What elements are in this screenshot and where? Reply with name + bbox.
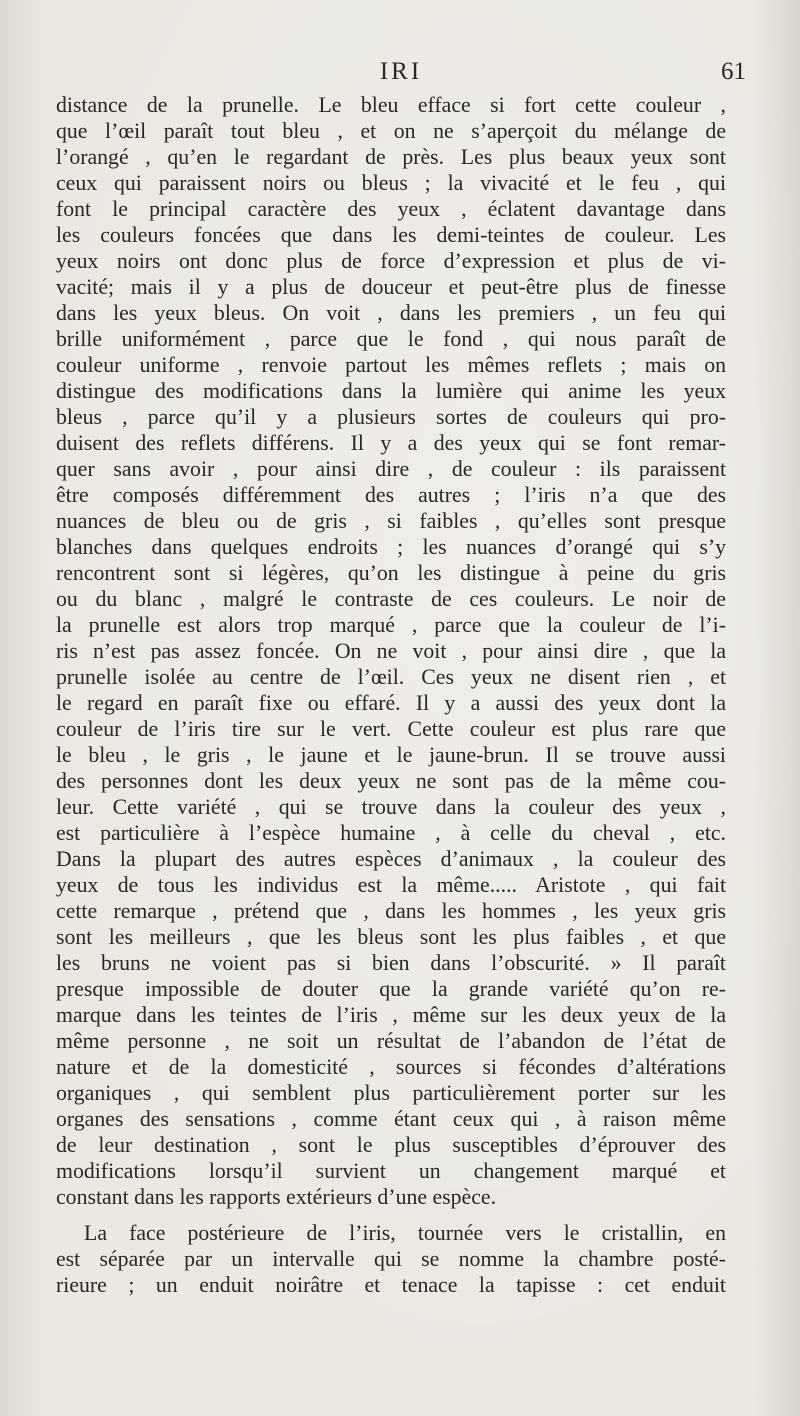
running-head: IRI [379,58,423,85]
text-line: même personne , ne soit un résultat de l’abandon de l’état de [56,1029,726,1053]
text-line: ris n’est pas assez foncée. On ne voit , pour ainsi dire , que la [56,639,726,663]
text-line: nuances de bleu ou de gris , si faibles , qu’elles sont presque [56,509,726,533]
text-line: yeux de tous les individus est la même..... Aristote , qui fait [56,873,726,897]
text-line: les bruns ne voient pas si bien dans l’obscurité. » Il paraît [56,951,726,975]
text-line: yeux noirs ont donc plus de force d’expression et plus de vi- [56,249,726,273]
page-number: 61 [721,58,746,85]
text-line: rieure ; un enduit noirâtre et tenace la tapisse : cet enduit [56,1273,726,1297]
text-line: le regard en paraît fixe ou effaré. Il y a aussi des yeux dont la [56,691,726,715]
text-line: bleus , parce qu’il y a plusieurs sortes de couleurs qui pro- [56,405,726,429]
text-line: quer sans avoir , pour ainsi dire , de couleur : ils paraissent [56,457,726,481]
text-line: organiques , qui semblent plus particulièrement porter sur les [56,1081,726,1105]
text-line: nature et de la domesticité , sources si fécondes d’altérations [56,1055,726,1079]
text-line: les couleurs foncées que dans les demi-teintes de couleur. Les [56,223,726,247]
text-line: Dans la plupart des autres espèces d’animaux , la couleur des [56,847,726,871]
text-line: de leur destination , sont le plus susceptibles d’éprouver des [56,1133,726,1157]
text-line: organes des sensations , comme étant ceux qui , à raison même [56,1107,726,1131]
text-line: la prunelle est alors trop marqué , parce que la couleur de l’i- [56,613,726,637]
text-line: que l’œil paraît tout bleu , et on ne s’aperçoit du mélange de [56,119,726,143]
text-line: l’orangé , qu’en le regardant de près. Les plus beaux yeux sont [56,145,726,169]
text-line: prunelle isolée au centre de l’œil. Ces yeux ne disent rien , et [56,665,726,689]
text-line: dans les yeux bleus. On voit , dans les premiers , un feu qui [56,301,726,325]
paragraph-gap [56,1210,726,1220]
text-line: presque impossible de douter que la grande variété qu’on re- [56,977,726,1001]
page-header [56,58,746,92]
text-line: est séparée par un intervalle qui se nomme la chambre posté- [56,1247,726,1271]
text-line: le bleu , le gris , le jaune et le jaune-brun. Il se trouve aussi [56,743,726,767]
text-line: cette remarque , prétend que , dans les hommes , les yeux gris [56,899,726,923]
text-line: ou du blanc , malgré le contraste de ces couleurs. Le noir de [56,587,726,611]
text-line: leur. Cette variété , qui se trouve dans la couleur des yeux , [56,795,726,819]
text-line: font le principal caractère des yeux , éclatent davantage dans [56,197,726,221]
text-line: est particulière à l’espèce humaine , à celle du cheval , etc. [56,821,726,845]
text-line: des personnes dont les deux yeux ne sont pas de la même cou- [56,769,726,793]
text-line: vacité; mais il y a plus de douceur et peut-être plus de finesse [56,275,726,299]
text-line: constant dans les rapports extérieurs d’une espèce. [56,1185,497,1209]
paragraph-2 [56,1220,726,1298]
text-line: brille uniformément , parce que le fond , qui nous paraît de [56,327,726,351]
text-line: couleur de l’iris tire sur le vert. Cette couleur est plus rare que [56,717,726,741]
text-line: rencontrent sont si légères, qu’on les distingue à peine du gris [56,561,726,585]
text-line: distingue des modifications dans la lumière qui anime les yeux [56,379,726,403]
text-line: marque dans les teintes de l’iris , même sur les deux yeux de la [56,1003,726,1027]
text-line: sont les meilleurs , que les bleus sont les plus faibles , et que [56,925,726,949]
text-line: duisent des reflets différens. Il y a des yeux qui se font remar- [56,431,726,455]
text-line: distance de la prunelle. Le bleu efface si fort cette couleur , [56,93,726,117]
paragraph-1 [56,92,726,1210]
text-line: couleur uniforme , renvoie partout les mêmes reflets ; mais on [56,353,726,377]
text-line: modifications lorsqu’il survient un changement marqué et [56,1159,726,1183]
text-line: être composés différemment des autres ; l’iris n’a que des [56,483,726,507]
text-line: blanches dans quelques endroits ; les nuances d’orangé qui s’y [56,535,726,559]
body-text [56,92,726,1298]
text-line: La face postérieure de l’iris, tournée vers le cristallin, en [84,1221,726,1245]
text-line: ceux qui paraissent noirs ou bleus ; la vivacité et le feu , qui [56,171,726,195]
